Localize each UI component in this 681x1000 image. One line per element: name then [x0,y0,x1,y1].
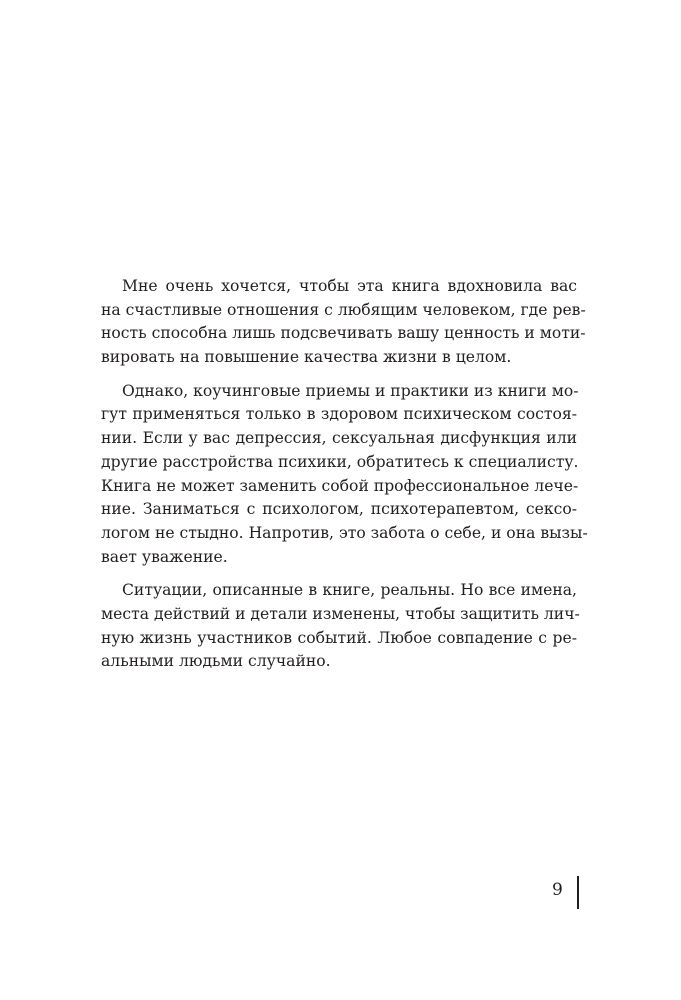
page-number: 9 [552,880,563,900]
text-line: Ситуации, описанные в книге, реальны. Но все имена, [122,581,577,600]
text-line: Однако, коучинговые приемы и практики из книги мо- [122,381,579,400]
paragraph [101,380,588,570]
text-line: ность способна лишь подсвечивать вашу ценность и моти- [101,324,586,343]
text-line: нии. Если у вас депрессия, сексуальная дисфункция или [101,429,577,448]
text-line: ние. Заниматься с психологом, психотерапевтом, сексо- [101,500,577,519]
text-line: места действий и детали изменены, чтобы защитить лич- [101,604,580,623]
paragraph [101,579,580,674]
body-text [101,275,588,684]
text-line: логом не стыдно. Напротив, это забота о себе, и она вызы- [101,523,588,542]
text-line: гут применяться только в здоровом психическом состоя- [101,405,577,424]
text-line: вировать на повышение качества жизни в целом. [101,348,512,367]
text-line: альными людьми случайно. [101,652,331,671]
text-line: ную жизнь участников событий. Любое совпадение с ре- [101,628,577,647]
text-line: вает уважение. [101,547,228,566]
text-line: Книга не может заменить собой профессиональное лече- [101,476,579,495]
page-number-rule [577,876,579,909]
text-line: Мне очень хочется, чтобы эта книга вдохновила вас [122,277,577,295]
paragraph [101,275,586,370]
text-line: на счастливые отношения с любящим человеком, где рев- [101,300,586,319]
text-line: другие расстройства психики, обратитесь к специалисту. [101,452,579,471]
